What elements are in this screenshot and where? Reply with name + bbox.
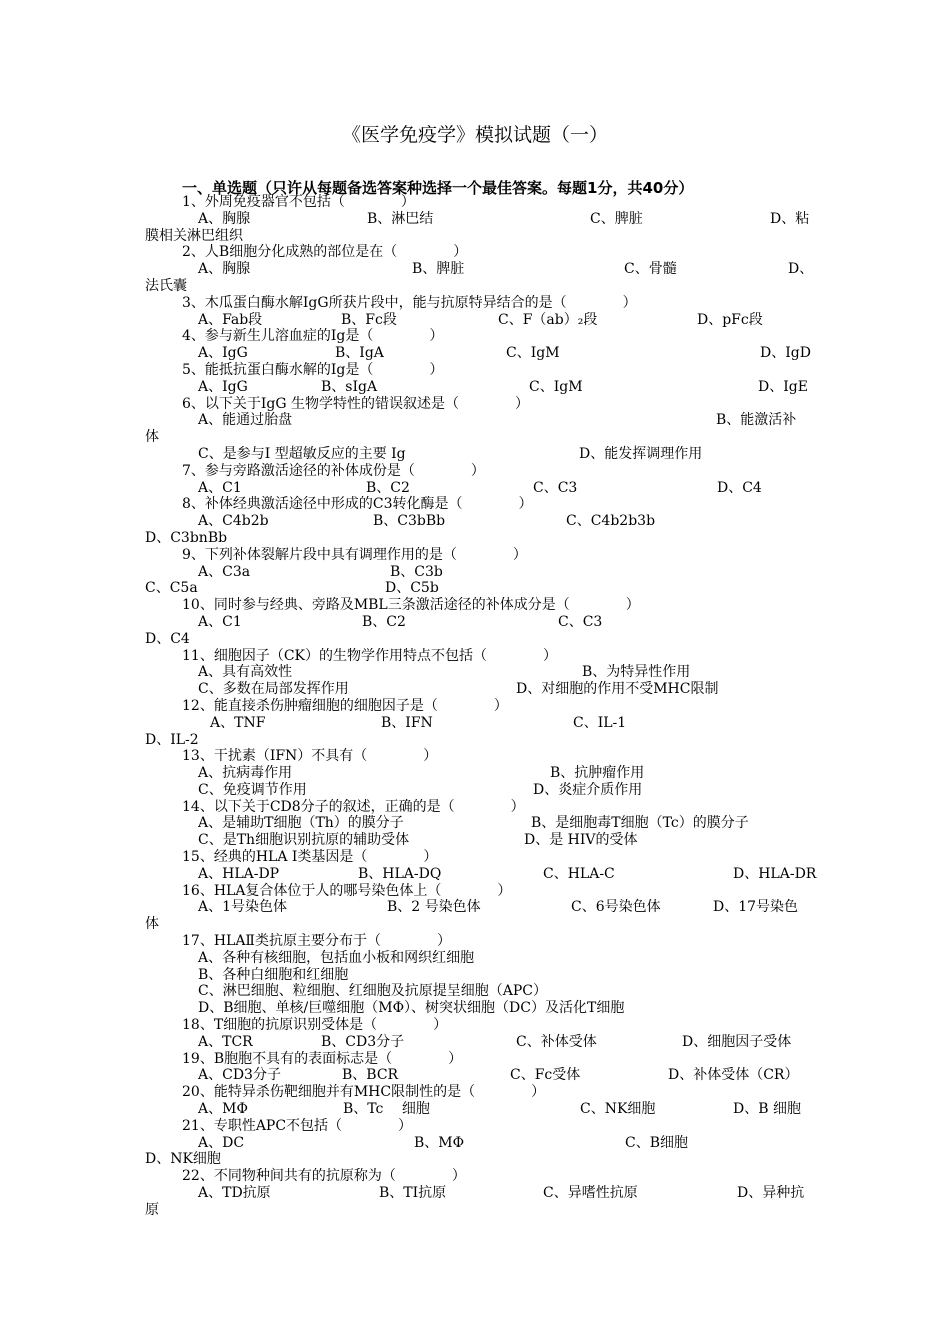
text-segment: D、IgE	[758, 378, 808, 395]
text-segment: 5、能抵抗蛋白酶水解的Ig是（ ）	[182, 361, 444, 378]
text-segment: C、F（ab）₂段	[498, 311, 598, 328]
text-segment: D、pFc段	[697, 311, 763, 328]
text-segment: D、IgD	[760, 345, 811, 362]
text-segment: A、IgG	[198, 378, 248, 395]
text-segment: A、CD3分子	[198, 1067, 281, 1084]
text-segment: D、B 细胞	[733, 1101, 801, 1118]
text-segment: D、C3bnBb	[145, 529, 228, 546]
text-line	[0, 261, 950, 278]
text-segment: B、TI抗原	[379, 1185, 447, 1202]
text-segment: C、HLA-C	[543, 865, 615, 882]
text-segment: 体	[145, 916, 159, 933]
text-segment: 20、能特异杀伤靶细胞并有MHC限制性的是（ ）	[182, 1084, 546, 1101]
text-segment: D、IL-2	[145, 731, 199, 748]
text-segment: D、NK细胞	[145, 1151, 221, 1168]
text-segment: C、6号染色体	[571, 899, 661, 916]
text-line	[0, 1034, 950, 1051]
text-segment: A、IgG	[198, 345, 248, 362]
text-line	[0, 916, 950, 933]
text-segment: 13、干扰素（IFN）不具有（ ）	[182, 748, 438, 765]
text-line	[0, 1151, 950, 1168]
text-line	[0, 883, 950, 900]
text-line	[0, 1017, 950, 1034]
text-line	[0, 1168, 950, 1185]
text-line	[0, 1185, 950, 1202]
text-line	[0, 295, 950, 312]
text-line	[0, 664, 950, 681]
text-line	[0, 1084, 950, 1101]
text-segment: D、细胞因子受体	[682, 1033, 792, 1050]
text-line	[0, 631, 950, 648]
text-line	[0, 1101, 950, 1118]
text-line	[0, 1118, 950, 1135]
text-segment: D、补体受体（CR）	[668, 1067, 799, 1084]
text-segment: 16、HLA复合体位于人的哪号染色体上（ ）	[182, 882, 512, 899]
text-line	[0, 799, 950, 816]
text-segment: B、C2	[362, 613, 406, 630]
text-segment: 1、外周免疫器官不包括（ ）	[182, 194, 415, 210]
text-line	[0, 345, 950, 362]
text-segment: A、MΦ	[198, 1101, 248, 1118]
text-line	[0, 211, 950, 228]
text-segment: A、C4b2b	[198, 513, 269, 530]
text-line	[0, 1202, 950, 1219]
text-line	[0, 379, 950, 396]
text-segment: B、2 号染色体	[387, 899, 481, 916]
text-segment: C、多数在局部发挥作用	[198, 681, 349, 698]
text-line	[0, 244, 950, 261]
text-line	[0, 983, 950, 1000]
text-segment: B、C3bBb	[373, 513, 446, 530]
text-segment: C、IgM	[529, 378, 583, 395]
text-segment: C、补体受体	[516, 1033, 597, 1050]
text-segment: B、Tc 细胞	[343, 1101, 430, 1118]
text-line	[0, 1000, 950, 1017]
text-line	[0, 564, 950, 581]
text-segment: B、能激活补	[716, 412, 797, 429]
text-line	[0, 715, 950, 732]
text-segment: A、C3a	[198, 563, 251, 580]
text-line	[0, 463, 950, 480]
text-segment: 7、参与旁路激活途径的补体成份是（ ）	[182, 462, 485, 479]
text-segment: D、C4	[145, 630, 190, 647]
text-segment: C、C3	[558, 613, 603, 630]
text-line	[0, 412, 950, 429]
text-segment: 9、下列补体裂解片段中具有调理作用的是（ ）	[182, 546, 527, 563]
text-segment: B、是细胞毒T细胞（Tc）的膜分子	[531, 815, 749, 832]
text-line	[0, 597, 950, 614]
text-segment: C、C4b2b3b	[566, 513, 656, 530]
text-segment: 21、专职性APC不包括（ ）	[182, 1117, 413, 1134]
text-segment: C、免疫调节作用	[198, 781, 307, 798]
text-line	[0, 698, 950, 715]
text-line	[0, 228, 950, 245]
text-line	[0, 547, 950, 564]
text-segment: B、MΦ	[414, 1134, 465, 1151]
text-segment: C、B细胞	[625, 1134, 688, 1151]
text-line	[0, 899, 950, 916]
text-segment: B、C2	[366, 479, 410, 496]
text-segment: 15、经典的HLA I类基因是（ ）	[182, 849, 438, 866]
text-line	[0, 396, 950, 413]
text-line	[0, 194, 950, 211]
text-segment: B、脾脏	[412, 261, 465, 278]
text-line	[0, 480, 950, 497]
text-line	[0, 933, 950, 950]
text-segment: B、IgA	[335, 345, 384, 362]
text-segment: B、CD3分子	[321, 1033, 405, 1050]
text-segment: D、炎症介质作用	[533, 781, 643, 798]
text-segment: A、HLA-DP	[198, 865, 280, 882]
text-line	[0, 446, 950, 463]
text-segment: C、NK细胞	[580, 1101, 656, 1118]
text-segment: A、各种有核细胞，包括血小板和网织红细胞	[198, 949, 475, 966]
text-segment: D、HLA-DR	[733, 865, 817, 882]
text-segment: D、对细胞的作用不受MHC限制	[516, 681, 719, 698]
text-segment: B、Fc段	[341, 311, 397, 328]
text-segment: A、TCR	[198, 1033, 253, 1050]
page-title: 《医学免疫学》模拟试题（一）	[341, 124, 608, 146]
text-line	[0, 648, 950, 665]
text-segment: D、是 HIV的受体	[524, 832, 638, 849]
text-line	[0, 580, 950, 597]
text-segment: B、IFN	[381, 714, 433, 731]
text-line	[0, 312, 950, 329]
text-segment: C、IgM	[506, 345, 560, 362]
text-segment: C、是Th细胞识别抗原的辅助受体	[198, 832, 410, 849]
text-segment: B、为特异性作用	[582, 664, 691, 681]
text-segment: A、C1	[198, 479, 242, 496]
text-segment: A、胸腺	[198, 210, 251, 227]
text-segment: C、是参与I 型超敏反应的主要 Ig	[198, 445, 406, 462]
text-line	[0, 866, 950, 883]
text-segment: A、Fab段	[198, 311, 263, 328]
text-segment: A、TNF	[210, 714, 266, 731]
text-segment: 6、以下关于IgG 生物学特性的错误叙述是（ ）	[182, 395, 530, 412]
text-segment: 4、参与新生儿溶血症的Ig是（ ）	[182, 328, 444, 345]
text-segment: 18、T细胞的抗原识别受体是（ ）	[182, 1017, 448, 1034]
text-segment: D、C4	[717, 479, 762, 496]
text-line	[0, 732, 950, 749]
section-heading: 一、单选题（只许从每题备选答案种选择一个最佳答案。每题1分，共40分）	[182, 179, 694, 197]
text-line	[0, 328, 950, 345]
text-line	[0, 1067, 950, 1084]
text-line	[0, 748, 950, 765]
text-line	[0, 278, 950, 295]
text-segment: 17、HLAⅡ类抗原主要分布于（ ）	[182, 933, 451, 950]
text-line	[0, 614, 950, 631]
text-segment: 19、B胞胞不具有的表面标志是（ ）	[182, 1050, 463, 1067]
text-line	[0, 530, 950, 547]
text-segment: A、DC	[198, 1134, 245, 1151]
text-segment: 2、人B细胞分化成熟的部位是在（ ）	[182, 244, 468, 261]
text-segment: B、HLA-DQ	[358, 865, 442, 882]
text-segment: C、脾脏	[590, 210, 643, 227]
text-line	[0, 967, 950, 984]
text-segment: 原	[145, 1201, 159, 1218]
text-segment: 体	[145, 429, 159, 446]
text-segment: C、C3	[533, 479, 578, 496]
text-segment: C、C5a	[145, 580, 198, 597]
text-segment: 膜相关淋巴组织	[145, 227, 243, 244]
text-line	[0, 849, 950, 866]
text-segment: D、	[788, 261, 814, 278]
text-segment: 10、同时参与经典、旁路及MBL三条激活途径的补体成分是（ ）	[182, 597, 640, 614]
text-line	[0, 1135, 950, 1152]
text-segment: C、IL-1	[573, 714, 627, 731]
question-list	[0, 194, 950, 1219]
text-segment: A、能通过胎盘	[198, 412, 293, 429]
text-line	[0, 765, 950, 782]
text-line	[0, 1051, 950, 1068]
text-line	[0, 950, 950, 967]
text-segment: B、sIgA	[321, 378, 378, 395]
text-line	[0, 832, 950, 849]
text-segment: A、具有高效性	[198, 664, 293, 681]
text-segment: D、粘	[770, 210, 810, 227]
text-line	[0, 782, 950, 799]
text-segment: C、Fc受体	[510, 1067, 581, 1084]
text-segment: 22、不同物种间共有的抗原称为（ ）	[182, 1168, 466, 1185]
text-segment: 法氏囊	[145, 277, 187, 294]
text-segment: D、异种抗	[737, 1185, 805, 1202]
text-segment: B、BCR	[342, 1067, 399, 1084]
text-segment: C、异嗜性抗原	[543, 1185, 638, 1202]
text-line	[0, 496, 950, 513]
text-line	[0, 362, 950, 379]
text-segment: A、C1	[198, 613, 242, 630]
text-line	[0, 681, 950, 698]
text-segment: A、1号染色体	[198, 899, 288, 916]
text-line	[0, 815, 950, 832]
text-segment: D、能发挥调理作用	[579, 445, 703, 462]
text-segment: 14、以下关于CD8分子的叙述，正确的是（ ）	[182, 798, 525, 815]
text-segment: B、淋巴结	[367, 210, 434, 227]
text-segment: D、B细胞、单核/巨噬细胞（MΦ）、树突状细胞（DC）及活化T细胞	[198, 1000, 625, 1017]
text-segment: B、抗肿瘤作用	[550, 765, 645, 782]
text-segment: 3、木瓜蛋白酶水解IgG所获片段中，能与抗原特异结合的是（ ）	[182, 294, 637, 311]
text-segment: 8、补体经典激活途径中形成的C3转化酶是（ ）	[182, 496, 533, 513]
text-segment: D、C5b	[385, 580, 439, 597]
text-line	[0, 513, 950, 530]
text-segment: A、胸腺	[198, 261, 251, 278]
text-segment: B、C3b	[390, 563, 443, 580]
text-segment: 11、细胞因子（CK）的生物学作用特点不包括（ ）	[182, 647, 557, 664]
text-segment: A、抗病毒作用	[198, 765, 293, 782]
text-segment: 12、能直接杀伤肿瘤细胞的细胞因子是（ ）	[182, 697, 508, 714]
text-segment: A、是辅助T细胞（Th）的膜分子	[198, 815, 404, 832]
text-segment: D、17号染色	[713, 899, 799, 916]
text-segment: C、骨髓	[624, 261, 677, 278]
text-segment: B、各种白细胞和红细胞	[198, 966, 349, 983]
text-line	[0, 429, 950, 446]
text-segment: C、淋巴细胞、粒细胞、红细胞及抗原提呈细胞（APC）	[198, 983, 547, 1000]
text-segment: A、TD抗原	[198, 1185, 271, 1202]
